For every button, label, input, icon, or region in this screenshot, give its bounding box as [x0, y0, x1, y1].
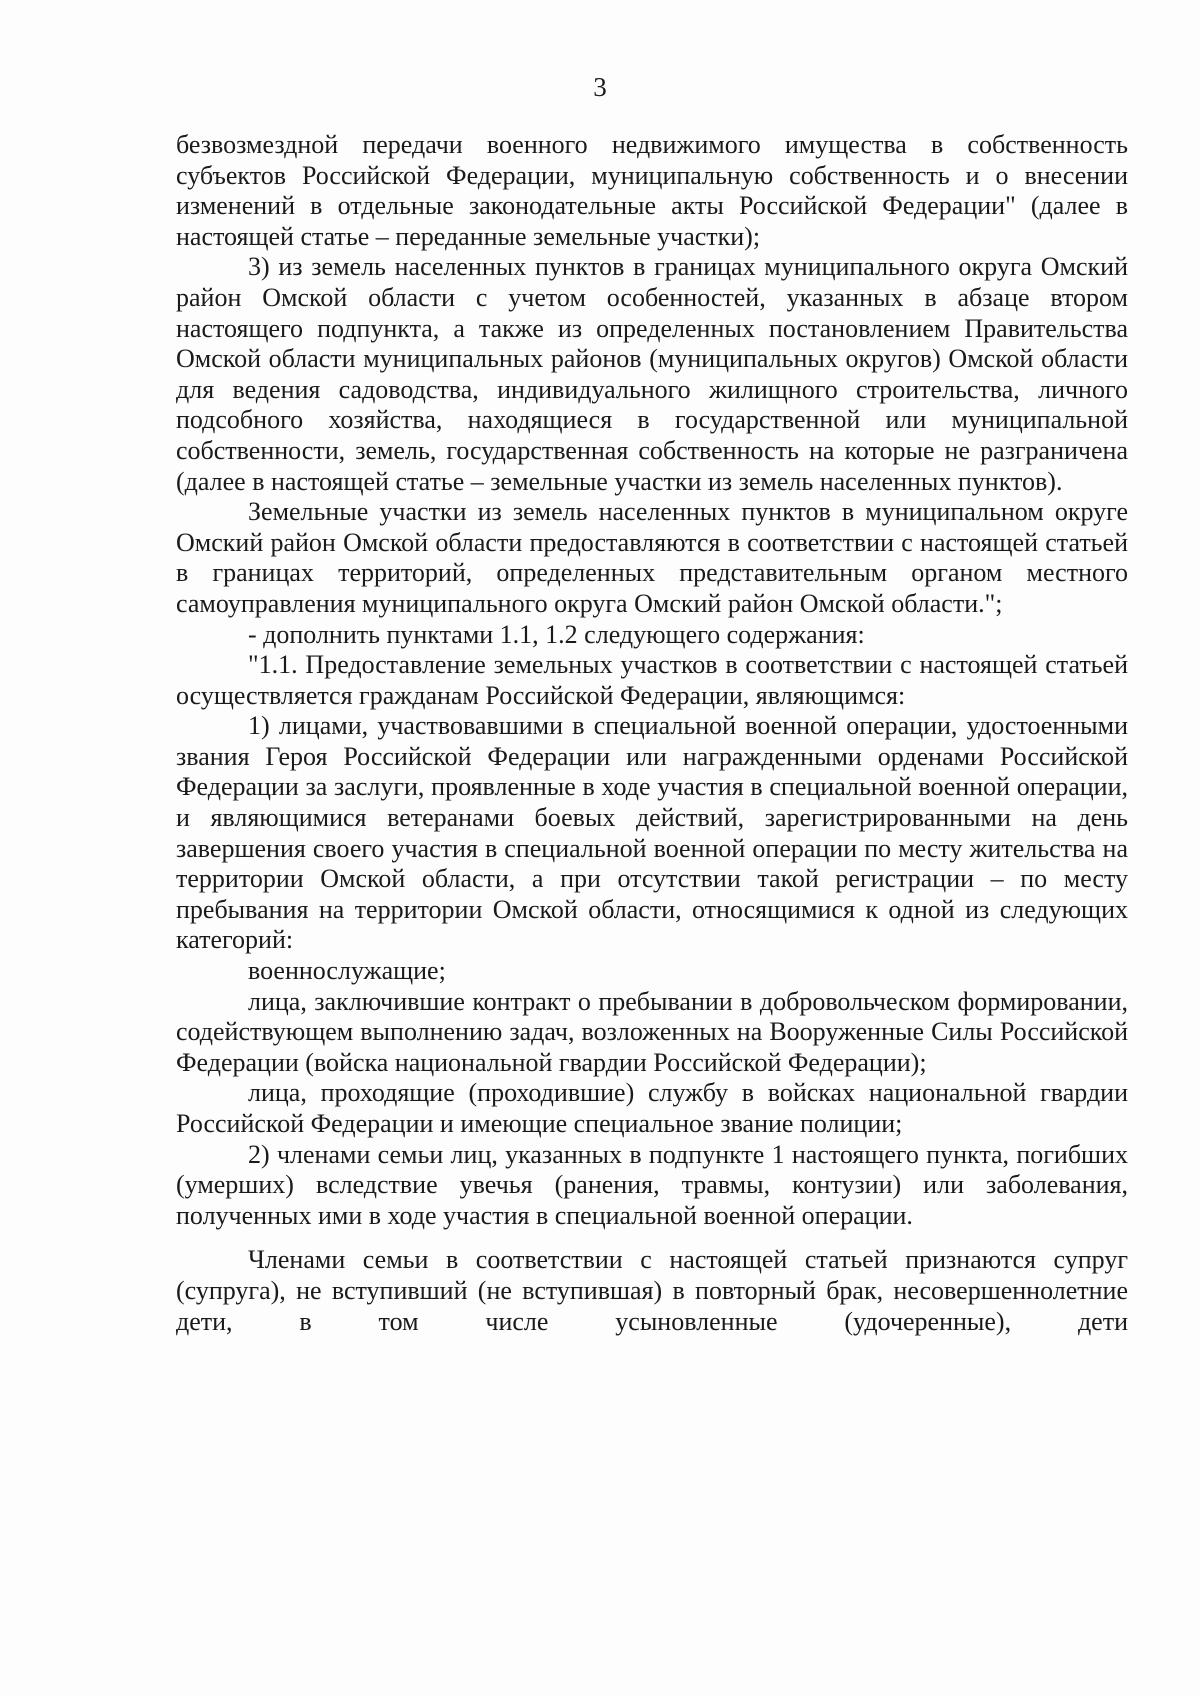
paragraph-subitem-2: 2) членами семьи лиц, указанных в подпункте 1 настоящего пункта, погибших (умерших) вследствие увечья (ранения, травмы, контузии) или заболевания, полученных ими в ходе участия в специальной военной операции.	[176, 1139, 1128, 1230]
paragraph-continuation: безвозмездной передачи военного недвижимого имущества в собственность субъектов Российской Федерации, муниципальную собственность и о внесении изменений в отдельные законодательные акты Российской Федерации" (далее в настоящей статье – переданные земельные участки);	[176, 130, 1128, 251]
paragraph-family-members: Членами семьи в соответствии с настоящей статьей признаются супруг (супруга), не вступивший (не вступившая) в повторный брак, несовершеннолетние дети, в том числе усыновленные (удочеренные), дети	[176, 1245, 1128, 1336]
page-number: 3	[593, 72, 607, 102]
paragraph-category-volunteers: лица, заключившие контракт о пребывании в добровольческом формировании, содействующем выполнению задач, возложенных на Вооруженные Силы Российской Федерации (войска национальной гвардии Российской Федерации);	[176, 986, 1128, 1077]
paragraph-category-military: военнослужащие;	[248, 956, 446, 986]
paragraph-subitem-1: 1) лицами, участвовавшими в специальной военной операции, удостоенными звания Героя Российской Федерации или награжденными орденами Российской Федерации за заслуги, проявленные в ходе участия в специальной военной операции, и являющимися ветеранами боевых действий, зарегистрированными на день завершения своего участия в специальной военной операции по месту жительства на территории Омской области, а при отсутствии такой регистрации – по месту пребывания на территории Омской области, относящимися к одной из следующих категорий:	[176, 711, 1128, 955]
paragraph-clause-1-1: "1.1. Предоставление земельных участков в соответствии с настоящей статьей осуществляется гражданам Российской Федерации, являющимся:	[176, 650, 1128, 710]
paragraph-item-3: 3) из земель населенных пунктов в границах муниципального округа Омский район Омской области с учетом особенностей, указанных в абзаце втором настоящего подпункта, а также из определенных постановлением Правительства Омской области муниципальных районов (муниципальных округов) Омской области для ведения садоводства, индивидуального жилищного строительства, личного подсобного хозяйства, находящиеся в государственной или муниципальной собственности, земель, государственная собственность на которые не разграничена (далее в настоящей статье – земельные участки из земель населенных пунктов).	[176, 252, 1128, 496]
paragraph-category-national-guard: лица, проходящие (проходившие) службу в войсках национальной гвардии Российской Федерации и имеющие специальное звание полиции;	[176, 1078, 1128, 1138]
document-body	[176, 130, 1128, 1337]
paragraph-amendment-intro: - дополнить пунктами 1.1, 1.2 следующего содержания:	[248, 619, 865, 649]
paragraph-land-plots: Земельные участки из земель населенных пунктов в муниципальном округе Омский район Омской области предоставляются в соответствии с настоящей статьей в границах территорий, определенных представительным органом местного самоуправления муниципального округа Омский район Омской области.";	[176, 497, 1128, 618]
